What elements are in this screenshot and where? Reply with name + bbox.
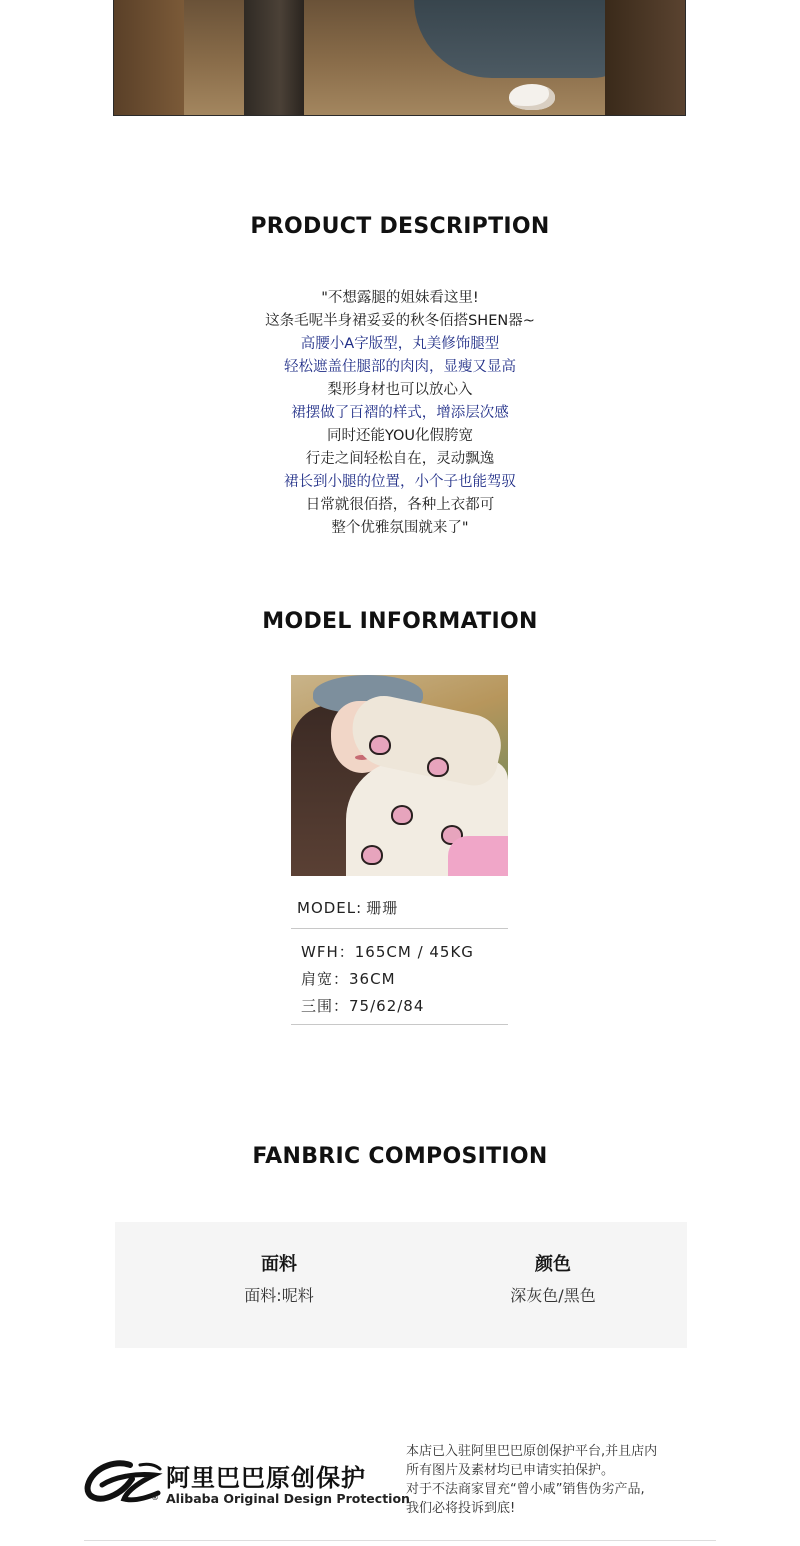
- model-wfh-label: WFH：: [301, 943, 355, 961]
- description-line-highlight: 高腰小A字版型，丸美修饰腿型: [300, 336, 500, 352]
- photo-pillar: [114, 0, 184, 116]
- heart-pattern-icon: [391, 805, 413, 825]
- description-line: "不想露腿的姐妹看这里!: [321, 290, 479, 306]
- model-shoulder-value: 36CM: [349, 970, 396, 988]
- heart-pattern-icon: [427, 757, 449, 777]
- heart-pattern-icon: [369, 735, 391, 755]
- description-line: 同时还能YOU化假胯宽: [326, 428, 474, 444]
- model-info-divider: [291, 928, 508, 929]
- model-info: [291, 895, 508, 1025]
- model-shoulder-label: 肩宽：: [301, 970, 350, 988]
- fabric-material-head: 面料: [261, 1254, 297, 1275]
- description-line: 整个优雅氛围就来了": [331, 520, 469, 536]
- model-name-row: [291, 895, 508, 922]
- registered-mark: ®: [151, 1493, 159, 1502]
- footer-divider: [84, 1540, 716, 1541]
- model-name-value: 珊珊: [366, 899, 399, 917]
- model-wfh-value: 165CM / 45KG: [354, 943, 474, 961]
- fabric-table: [115, 1222, 687, 1348]
- description-line-highlight: 裙长到小腿的位置，小个子也能驾驭: [284, 474, 516, 490]
- photo-shoe: [509, 84, 555, 110]
- fabric-color-column: [453, 1252, 653, 1307]
- description-line-highlight: 轻松遮盖住腿部的肉肉，显瘦又显高: [284, 359, 516, 375]
- notice-line: 我们必将投诉到底!: [406, 1501, 516, 1516]
- fabric-color-value: 深灰色/黑色: [510, 1286, 596, 1305]
- product-photo-top: [113, 0, 686, 116]
- model-name-label: MODEL:: [297, 899, 363, 917]
- heart-pattern-icon: [361, 845, 383, 865]
- model-pink-top: [448, 836, 508, 876]
- notice-line: 本店已入驻阿里巴巴原创保护平台,并且店内: [406, 1444, 658, 1459]
- model-photo: [291, 675, 508, 876]
- model-information-title: MODEL INFORMATION: [262, 609, 538, 634]
- alibaba-brand-cn: 阿里巴巴原创保护: [166, 1464, 366, 1492]
- fabric-material-value: 面料:呢料: [244, 1286, 314, 1305]
- description-line: 梨形身材也可以放心入: [327, 382, 473, 398]
- fabric-composition-title: FANBRIC COMPOSITION: [252, 1144, 548, 1169]
- model-measure-label: 三围：: [301, 997, 350, 1015]
- model-wfh-row: [291, 939, 508, 966]
- fabric-color-head: 颜色: [535, 1254, 571, 1275]
- alibaba-brand-en: Alibaba Original Design Protection: [166, 1491, 410, 1506]
- description-line: 行走之间轻松自在，灵动飘逸: [305, 451, 495, 467]
- description-line: 日常就很佰搭，各种上衣都可: [305, 497, 495, 513]
- notice-line: 所有图片及素材均已申请实拍保护。: [406, 1463, 615, 1478]
- copyright-notice: [406, 1442, 746, 1518]
- notice-line: 对于不法商家冒充“曾小咸”销售伪劣产品,: [406, 1482, 645, 1497]
- description-line: 这条毛呢半身裙妥妥的秋冬佰搭SHEN器~: [265, 313, 535, 329]
- model-shoulder-row: [291, 966, 508, 993]
- model-measure-row: [291, 993, 508, 1020]
- photo-bag: [605, 0, 685, 116]
- model-info-divider-bottom: [291, 1024, 508, 1025]
- description-line-highlight: 裙摆做了百褶的样式，增添层次感: [291, 405, 509, 421]
- photo-table-post: [244, 0, 304, 116]
- fabric-material-column: [179, 1252, 379, 1307]
- model-measure-value: 75/62/84: [349, 997, 425, 1015]
- product-description: [0, 287, 800, 540]
- product-description-title: PRODUCT DESCRIPTION: [250, 214, 550, 239]
